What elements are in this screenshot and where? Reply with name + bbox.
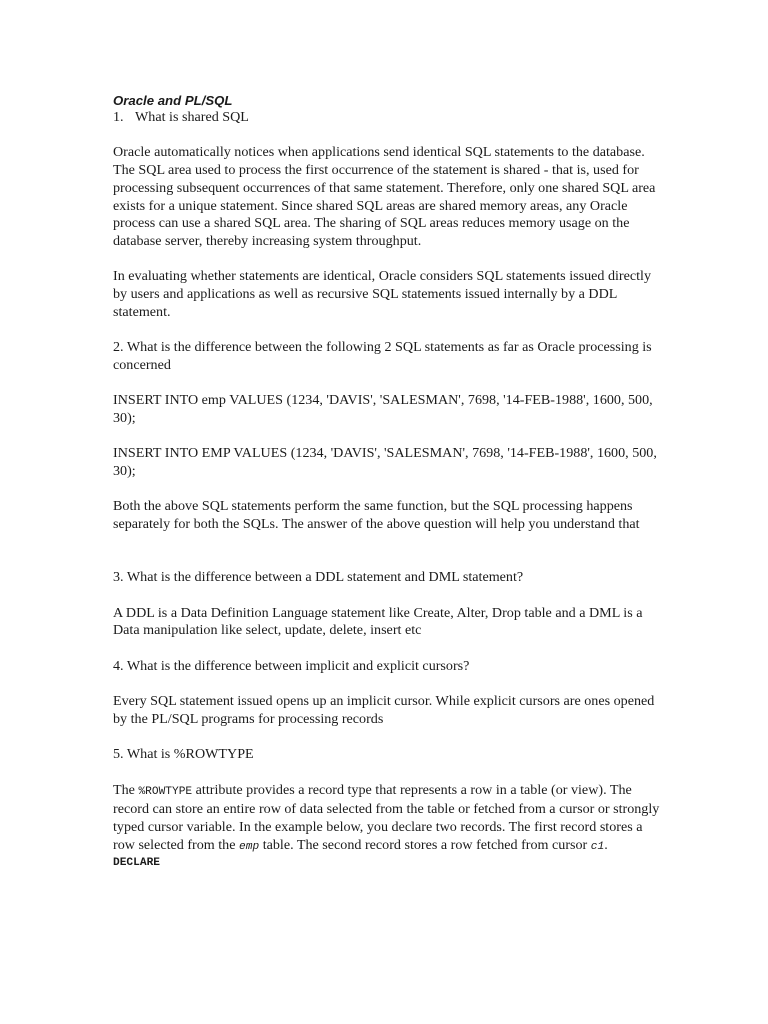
sql-statement-2: INSERT INTO EMP VALUES (1234, 'DAVIS', 'SALESMAN', 7698, '14-FEB-1988', 1600, 500, 30); <box>113 445 657 479</box>
question-2: 2. What is the difference between the following 2 SQL statements as far as Oracle processing is concerned <box>113 339 652 373</box>
answer-2: Both the above SQL statements perform the same function, but the SQL processing happens separately for both the SQLs. The answer of the above question will help you understand that <box>113 498 640 533</box>
question-1 <box>113 109 661 127</box>
answer-1-paragraph-2: In evaluating whether statements are identical, Oracle considers SQL statements issued directly by users and applications as well as recursive SQL statements issued internally by a DDL statement. <box>113 268 651 320</box>
emp-code: emp <box>239 840 260 853</box>
question-1-text: What is shared SQL <box>135 109 249 125</box>
c1-code: c1 <box>590 840 605 853</box>
document-title: Oracle and PL/SQL <box>113 93 233 108</box>
answer-5-text-d: . <box>604 836 608 853</box>
question-4: 4. What is the difference between implicit and explicit cursors? <box>113 657 470 674</box>
question-1-number: 1. <box>113 109 124 125</box>
answer-3: A DDL is a Data Definition Language statement like Create, Alter, Drop table and a DML is a Data manipulation like select, update, delete, insert etc <box>113 604 643 639</box>
rowtype-code: %ROWTYPE <box>138 785 193 798</box>
answer-5-text-a: The <box>113 781 139 798</box>
answer-5 <box>113 782 661 857</box>
answer-1-paragraph-1: Oracle automatically notices when applications send identical SQL statements to the database. The SQL area used to process the first occurrence of the statement is shared - that is, used for processing subsequent occurrences of that same statement. Therefore, only one shared SQL area exists for a unique statement. Since shared SQL areas are shared memory areas, any Oracle process can use a shared SQL area. The sharing of SQL areas reduces memory usage on the database server, thereby increasing system throughput. <box>113 144 656 249</box>
question-5: 5. What is %ROWTYPE <box>113 746 254 763</box>
question-3: 3. What is the difference between a DDL statement and DML statement? <box>113 569 524 586</box>
answer-4: Every SQL statement issued opens up an implicit cursor. While explicit cursors are ones opened by the PL/SQL programs for processing records <box>113 693 655 727</box>
document-body <box>113 92 661 870</box>
sql-statement-1: INSERT INTO emp VALUES (1234, 'DAVIS', 'SALESMAN', 7698, '14-FEB-1988', 1600, 500, 30); <box>113 392 653 426</box>
answer-5-text-c: table. The second record stores a row fetched from cursor <box>259 836 591 853</box>
code-declare: DECLARE <box>113 857 160 870</box>
answer-5-text-b: attribute provides a record type that represents a row in a table (or view). The record can store an entire row of data selected from the table or fetched from a cursor or strongly typed cursor variable. In the example below, you declare two records. The first record stores a row selected from the <box>113 781 660 853</box>
